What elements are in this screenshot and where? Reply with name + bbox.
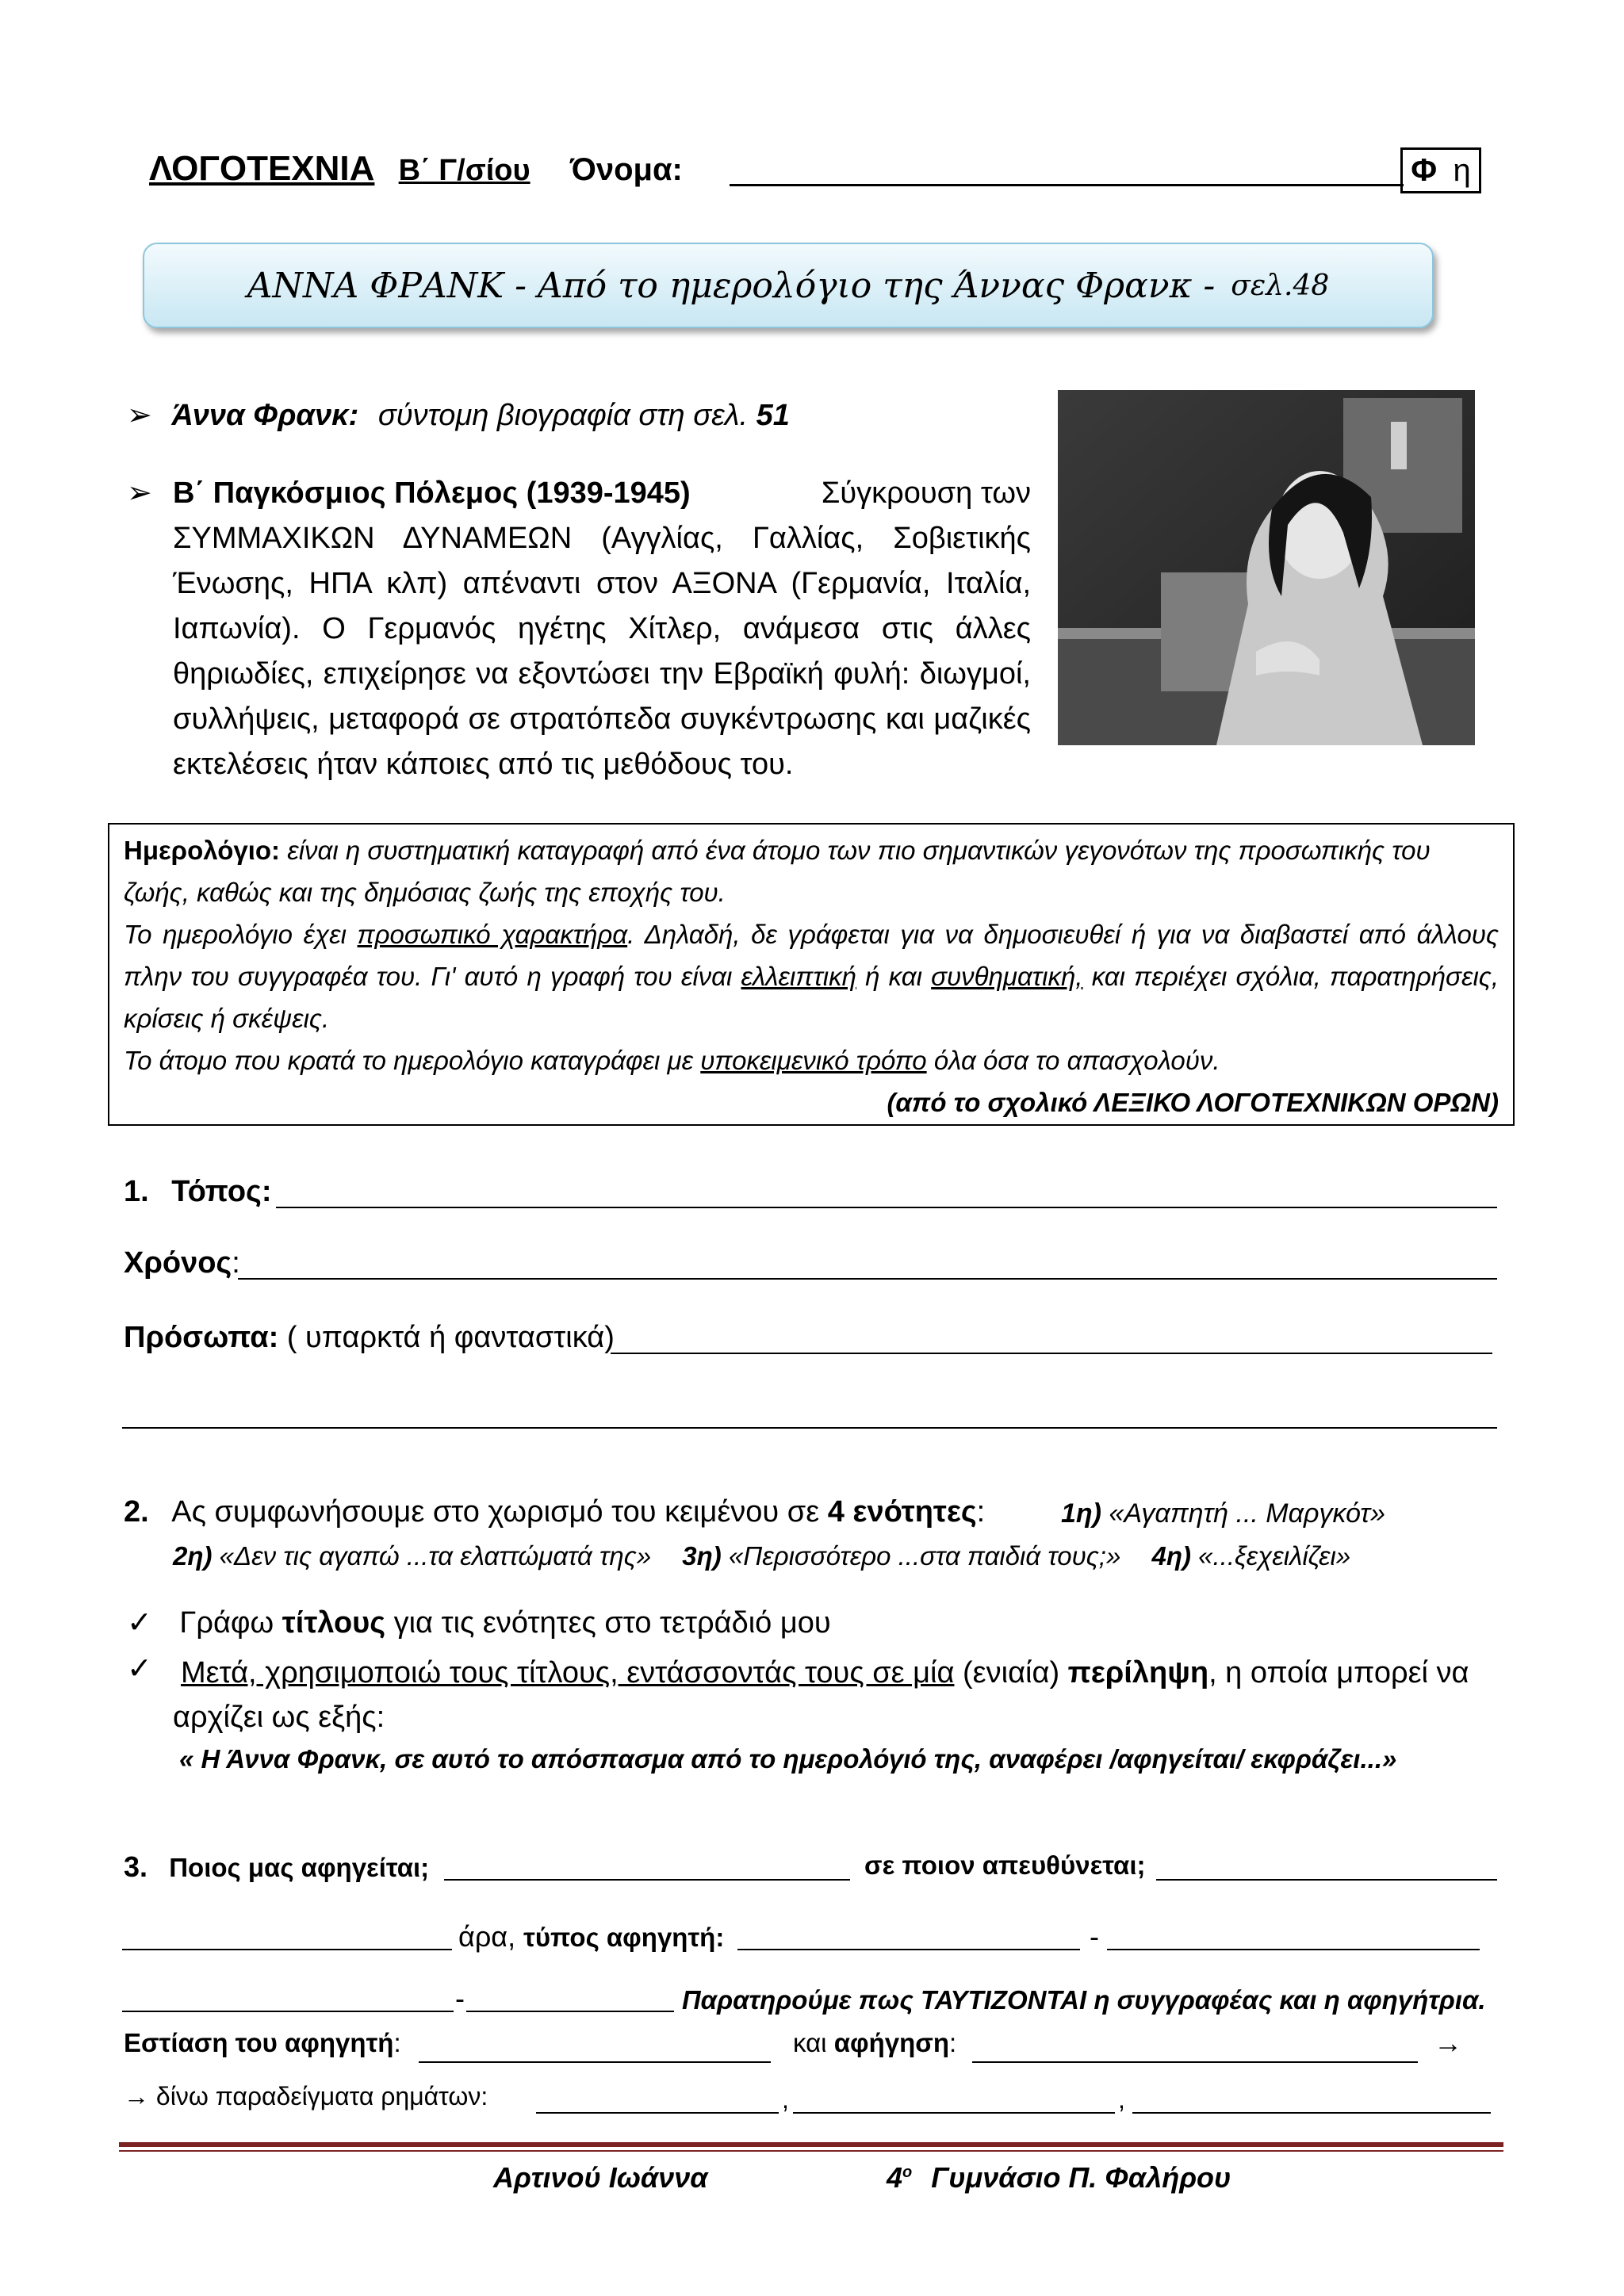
q3-identity-field-2[interactable] (466, 2011, 674, 2012)
bio-bullet (127, 393, 790, 438)
definition-p3a: Το άτομο που κρατά το ημερολόγιο καταγράφει με (124, 1046, 694, 1075)
bullet-arrow-icon: ➢ (127, 399, 152, 432)
q2-unit4-label: 4η) (1151, 1541, 1191, 1571)
q3-observation: Παρατηρούμε πως ΤΑΥΤΙΖΟΝΤΑΙ η συγγραφέας και η αφηγήτρια. (682, 1985, 1486, 2015)
q2-unit2-text: «Δεν τις αγαπώ ...τα ελαττώματά της» (219, 1541, 652, 1571)
q3-narrator-type-field-2[interactable] (1107, 1949, 1480, 1950)
lesson-title: ΑΝΝΑ ΦΡΑΝΚ - Από το ημερολόγιο της Άννας Φρανκ - (247, 265, 1216, 306)
q2-quote: « Η Άννα Φρανκ, σε αυτό το απόσπασμα από το ημερολόγιό της, αναφέρει /αφηγείται/ εκφράζει...» (179, 1744, 1397, 1774)
q3-narration-colon: : (948, 2028, 957, 2057)
worksheet-header (149, 149, 683, 189)
q3-so: άρα, (458, 1920, 516, 1953)
q1-place-field[interactable] (276, 1207, 1497, 1208)
q2-check1b: τίτλους (282, 1606, 386, 1640)
q3-to-whom-field[interactable] (1156, 1879, 1497, 1881)
definition-p2a: Το ημερολόγιο έχει (124, 920, 347, 949)
q1-number: 1. (124, 1175, 149, 1208)
footer-school-sup: ο (902, 2164, 913, 2181)
q2-check2a: Μετά, χρησιμοποιώ τους τίτλους, εντάσσοντάς τους σε μία (181, 1656, 955, 1689)
footer-rule (119, 2142, 1503, 2147)
ww2-body: ΣΥΜΜΑΧΙΚΩΝ ΔΥΝΑΜΕΩΝ (Αγγλίας, Γαλλίας, Σοβιετικής Ένωσης, ΗΠΑ κλπ) απέναντι στον ΑΞΟΝΑ (Γερμανία, Ιταλία, Ιαπωνία). Ο Γερμανός ηγέτης Χίτλερ, ανάμεσα στις άλλες θηριωδίες, επιχείρησε να εξοντώσει την Εβραϊκή φυλή: διωγμοί, συλλήψεις, μεταφορά σε στρατόπεδα συγκέντρωσης και μαζικές εκτελέσεις ήταν κάποιες από τις μεθόδους του. (173, 522, 1031, 781)
name-label: Όνομα: (569, 152, 683, 187)
q2-count: 4 ενότητες (827, 1495, 977, 1529)
q3-to-whom-label: σε ποιον απευθύνεται; (864, 1850, 1146, 1880)
definition-p2d: και περιέχει σχόλια, παρατηρήσεις, κρίσεις ή σκέψεις. (124, 962, 1500, 1033)
q2-colon: : (976, 1495, 986, 1529)
q1-persons-row (124, 1321, 615, 1355)
q1-place-label: Τόπος: (171, 1175, 272, 1208)
q1-time-field[interactable] (238, 1278, 1497, 1280)
q3-identity-field-1[interactable] (122, 2011, 454, 2012)
q3-who-field[interactable] (444, 1879, 850, 1881)
q3-dash-1: - (1090, 1920, 1099, 1953)
q1-persons-field-2[interactable] (122, 1427, 1497, 1429)
q3-verb-field-3[interactable] (1132, 2112, 1491, 2114)
footer-rule-thin (119, 2150, 1503, 2152)
check-icon: ✓ (127, 1652, 152, 1686)
q1-time-label: Χρόνος (124, 1246, 232, 1280)
q3-examples-row (124, 2082, 488, 2111)
q3-row-1 (124, 1850, 429, 1884)
q3-focus-colon: : (393, 2028, 401, 2057)
q1-persons-field[interactable] (611, 1353, 1492, 1354)
q2-unit1-label: 1η) (1061, 1498, 1101, 1529)
class-box (1400, 147, 1481, 193)
q3-verb-field-2[interactable] (793, 2112, 1115, 2114)
footer-school-number: 4 (887, 2161, 903, 2194)
q3-narrator-type-field-1[interactable] (737, 1949, 1080, 1950)
class-label: Β΄ Γ/σίου (398, 154, 530, 187)
bullet-arrow-icon: ➢ (127, 476, 152, 510)
q2-intro-row (124, 1495, 985, 1529)
footer-school-row (887, 2161, 1231, 2195)
arrow-right-icon: → (1434, 2026, 1462, 2059)
bio-text: σύντομη βιογραφία στη σελ. (377, 399, 749, 432)
bio-page: 51 (756, 399, 790, 432)
check-icon: ✓ (127, 1606, 152, 1640)
lesson-banner (143, 243, 1434, 328)
q3-row-4 (124, 2028, 401, 2058)
footer-author: Αρτινού Ιωάννα (493, 2161, 708, 2194)
q3-dash-2: - (455, 1982, 465, 2015)
q3-narrator-type-label: τύπος αφηγητή: (523, 1923, 725, 1952)
class-box-section: η (1453, 152, 1471, 188)
ww2-heading-line (173, 471, 1031, 516)
q2-units-row (173, 1541, 1350, 1571)
q1-time-row (124, 1246, 240, 1280)
q3-who-label: Ποιος μας αφηγείται; (169, 1853, 430, 1882)
arrow-right-icon: → (124, 2082, 149, 2110)
definition-p3b: όλα όσα το απασχολούν. (933, 1046, 1220, 1075)
q1-time-colon: : (232, 1246, 240, 1280)
definition-subjective: υποκειμενικό τρόπο (700, 1046, 927, 1075)
q2-unit3-text: «Περισσότερο ...στα παιδιά τους;» (728, 1541, 1121, 1571)
q3-narration-label: αφήγηση (833, 2028, 949, 2057)
q2-unit3-label: 3η) (682, 1541, 722, 1571)
ww2-line1-tail: Σύγκρουση των (821, 476, 1031, 510)
q3-narration-row (793, 2028, 956, 2058)
q2-number: 2. (124, 1495, 149, 1529)
q2-unit2-label: 2η) (173, 1541, 213, 1571)
definition-personal-character: προσωπικό χαρακτήρα (357, 920, 628, 949)
q3-focus-field[interactable] (419, 2061, 771, 2063)
ww2-heading: Β΄ Παγκόσμιος Πόλεμος (1939-1945) (173, 476, 691, 510)
definition-source: (από το σχολικό ΛΕΞΙΚΟ ΛΟΓΟΤΕΧΝΙΚΩΝ ΟΡΩΝ) (887, 1088, 1499, 1117)
q2-check1c: για τις ενότητες στο τετράδιό μου (393, 1606, 831, 1640)
q1-persons-note: ( υπαρκτά ή φανταστικά) (286, 1321, 615, 1354)
q2-check-2-icon (127, 1651, 152, 1686)
definition-text: είναι η συστηματική καταγραφή από ένα άτομο των πιο σημαντικών γεγονότων της προσωπικής του ζωής, καθώς και της δημόσιας ζωής της εποχής του. (124, 836, 1431, 907)
photo-illustration (1058, 390, 1475, 745)
name-field[interactable] (730, 184, 1404, 186)
definition-box (108, 823, 1515, 1126)
q3-and: και (793, 2028, 827, 2057)
q2-unit1-text: «Αγαπητή ... Μαργκότ» (1109, 1498, 1385, 1529)
q1-persons-label: Πρόσωπα: (124, 1321, 279, 1354)
lesson-page: σελ.48 (1231, 269, 1330, 302)
q3-narrator-field-a[interactable] (122, 1949, 452, 1950)
class-box-letter: Φ (1411, 152, 1438, 188)
q2-check-2 (173, 1651, 1497, 1739)
anne-frank-photo (1058, 390, 1475, 745)
q3-focus-label: Εστίαση του αφηγητή (124, 2028, 394, 2057)
definition-p2c: ή και (865, 962, 922, 991)
definition-coded: συνθηματική, (931, 962, 1083, 991)
q1-place-row (124, 1175, 271, 1209)
footer-school: Γυμνάσιο Π. Φαλήρου (931, 2161, 1231, 2194)
q3-number: 3. (124, 1850, 148, 1883)
definition-term: Ημερολόγιο: (124, 836, 281, 865)
q3-comma-1: , (782, 2085, 789, 2114)
q3-verb-field-1[interactable] (536, 2112, 779, 2114)
definition-p2b: . Δηλαδή, δε γράφεται για να δημοσιευθεί ή για να διαβαστεί από άλλους πλην του συγγραφέα του. Γι' αυτό η γραφή του είναι (124, 920, 1499, 991)
q2-intro: Ας συμφωνήσουμε στο χωρισμό του κειμένου σε (171, 1495, 820, 1529)
ww2-bullet-icon-wrap (127, 471, 152, 515)
q3-to-whom-row (864, 1850, 1146, 1881)
q3-row-2 (458, 1920, 724, 1954)
q2-unit-1 (1061, 1498, 1385, 1529)
q2-check2c: περίληψη (1067, 1656, 1209, 1689)
q2-unit4-text: «...ξεχειλίζει» (1198, 1541, 1351, 1571)
q2-check2d: , η οποία μπορεί να αρχίζει ως εξής: (173, 1656, 1469, 1734)
bio-label: Άννα Φρανκ: (171, 399, 359, 432)
q2-check-1 (127, 1605, 831, 1640)
q3-narration-field[interactable] (972, 2061, 1418, 2063)
q3-examples-label: δίνω παραδείγματα ρημάτων: (155, 2082, 488, 2110)
subject-title: ΛΟΓΟΤΕΧΝΙΑ (149, 149, 375, 188)
q2-check1a: Γράφω (179, 1606, 274, 1640)
q3-comma-2: , (1118, 2085, 1125, 2114)
definition-elliptical: ελλειπτική (741, 962, 856, 991)
q2-check2b: (ενιαία) (963, 1656, 1060, 1689)
